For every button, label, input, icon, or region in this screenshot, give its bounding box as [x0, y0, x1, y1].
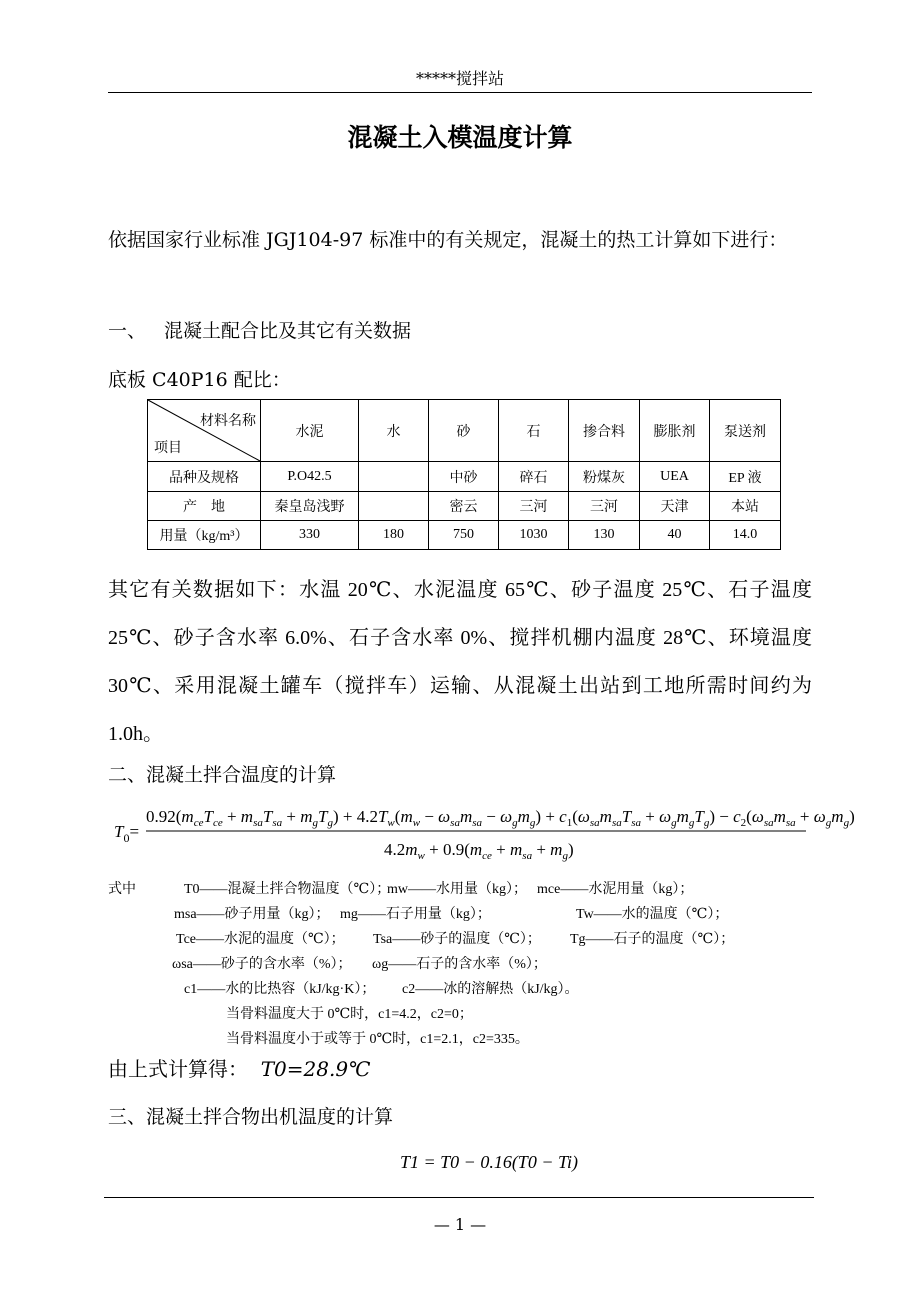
- table-cell: 密云: [429, 492, 499, 521]
- row-label: 产 地: [148, 492, 261, 521]
- row-label: 用量（kg/m³）: [148, 521, 261, 550]
- table-corner-cell: [148, 400, 261, 462]
- table-cell: P.O42.5: [261, 462, 359, 492]
- legend-item: T0——混凝土拌合物温度（℃）；: [184, 882, 391, 897]
- column-header: 水: [359, 400, 429, 462]
- legend-item: Tce——水泥的温度（℃）；: [176, 932, 345, 947]
- svg-text:4.2mw + 0.9(mce + msa + mg): $4.2m_w + 0.9(m_{ce} + m_{sa} + m_g)$: [384, 840, 574, 862]
- section-2-number: 二、: [108, 764, 147, 786]
- legend-item: mw——水用量（kg）；: [387, 882, 527, 897]
- mix-label: 底板 C40P16 配比：: [108, 369, 291, 391]
- legend-note: 当骨料温度大于 0℃时，c1=4.2，c2=0；: [226, 1007, 473, 1022]
- corner-top-label: 材料名称: [200, 414, 256, 429]
- table-cell: 130: [569, 521, 640, 550]
- discharge-temperature-formula: T1 = T0 − 0.16(T0 − Ti): [400, 1152, 578, 1172]
- table-cell: 三河: [499, 492, 569, 521]
- column-header: 掺合料: [569, 400, 640, 462]
- table-cell: [359, 462, 429, 492]
- row-label: 品种及规格: [148, 462, 261, 492]
- table-cell: 碎石: [499, 462, 569, 492]
- legend-item: msa——砂子用量（kg）；: [174, 907, 330, 922]
- column-header: 石: [499, 400, 569, 462]
- legend-item: c2——冰的溶解热（kJ/kg）。: [402, 982, 579, 997]
- section-2-title: 混凝土拌合温度的计算: [146, 764, 337, 786]
- header-rule: [108, 92, 812, 93]
- table-cell: 14.0: [710, 521, 781, 550]
- calc-result: [108, 1053, 370, 1082]
- legend-item: Tg——石子的温度（℃）；: [570, 932, 735, 947]
- legend-note: 当骨料温度小于或等于 0℃时，c1=2.1，c2=335。: [226, 1032, 529, 1047]
- legend-item: c1——水的比热容（kJ/kg·K）；: [184, 982, 376, 997]
- table-cell: 三河: [569, 492, 640, 521]
- table-cell: EP 液: [710, 462, 781, 492]
- table-row: [148, 521, 781, 550]
- section-2-heading: [108, 760, 336, 787]
- table-cell: 中砂: [429, 462, 499, 492]
- section-1-title: 混凝土配合比及其它有关数据: [164, 320, 412, 342]
- table-cell: UEA: [640, 462, 710, 492]
- legend-item: Tsa——砂子的温度（℃）；: [373, 932, 541, 947]
- page-number: — 1 —: [433, 1215, 487, 1234]
- legend-item: Tw——水的温度（℃）；: [576, 907, 729, 922]
- column-header: 泵送剂: [710, 400, 781, 462]
- table-cell: 180: [359, 521, 429, 550]
- mixing-temperature-formula: [112, 800, 855, 870]
- intro-paragraph: 依据国家行业标准 JGJ104-97 标准中的有关规定，混凝土的热工计算如下进行：: [108, 229, 788, 251]
- section-1-heading: [108, 316, 411, 343]
- result-prefix: 由上式计算得：: [108, 1057, 248, 1081]
- table-cell: 1030: [499, 521, 569, 550]
- mix-proportion-table: [147, 399, 781, 550]
- legend-item: ωsa——砂子的含水率（%）；: [172, 957, 352, 972]
- section-3-heading: [108, 1102, 393, 1129]
- document-title: 混凝土入模温度计算: [347, 123, 573, 152]
- section-3-number: 三、: [108, 1106, 147, 1128]
- svg-text:T0=: $T_0=$: [114, 822, 140, 845]
- table-header-row: [148, 400, 781, 462]
- legend-item: mg——石子用量（kg）；: [340, 907, 491, 922]
- legend-item: mce——水泥用量（kg）；: [537, 882, 694, 897]
- table-cell: 40: [640, 521, 710, 550]
- column-header: 膨胀剂: [640, 400, 710, 462]
- table-cell: 本站: [710, 492, 781, 521]
- legend-prefix: 式中: [108, 882, 136, 897]
- table-cell: 330: [261, 521, 359, 550]
- table-cell: 750: [429, 521, 499, 550]
- table-row: [148, 492, 781, 521]
- other-data-paragraph: 其它有关数据如下：水温 20℃、水泥温度 65℃、砂子温度 25℃、石子温度 25℃、砂子含水率 6.0%、石子含水率 0%、搅拌机棚内温度 28℃、环境温度 30℃、采用混凝土罐车（搅拌车）运输、从混凝土出站到工地所需时间约为 1.0h。: [108, 579, 812, 745]
- table-row: [148, 462, 781, 492]
- page-header: *****搅拌站: [415, 69, 504, 88]
- section-3-title: 混凝土拌合物出机温度的计算: [146, 1106, 394, 1128]
- footer-rule: [104, 1197, 814, 1198]
- column-header: 水泥: [261, 400, 359, 462]
- table-cell: [359, 492, 429, 521]
- corner-bottom-label: 项目: [154, 441, 182, 456]
- svg-text:0.92(mceTce + msaTsa + mgTg) +: $0.92(m_{ce}T_{ce} + m_{sa}T_{sa} + m_gT_g) + 4.2T_w(m_w - \omega_{sa}m_{sa} - \omega_gm_g) + c_1(\omega_{sa}m_{sa}T_{sa} + \omega_gm_gT_g) - c_2(\omega_{sa}m_{sa} + \omega_gm_g)$: [146, 807, 855, 829]
- table-cell: 秦皇岛浅野: [261, 492, 359, 521]
- legend-item: ωg——石子的含水率（%）；: [372, 957, 547, 972]
- section-1-number: 一、: [108, 320, 147, 342]
- result-value: T0=28.9℃: [260, 1057, 371, 1081]
- column-header: 砂: [429, 400, 499, 462]
- table-cell: 天津: [640, 492, 710, 521]
- table-cell: 粉煤灰: [569, 462, 640, 492]
